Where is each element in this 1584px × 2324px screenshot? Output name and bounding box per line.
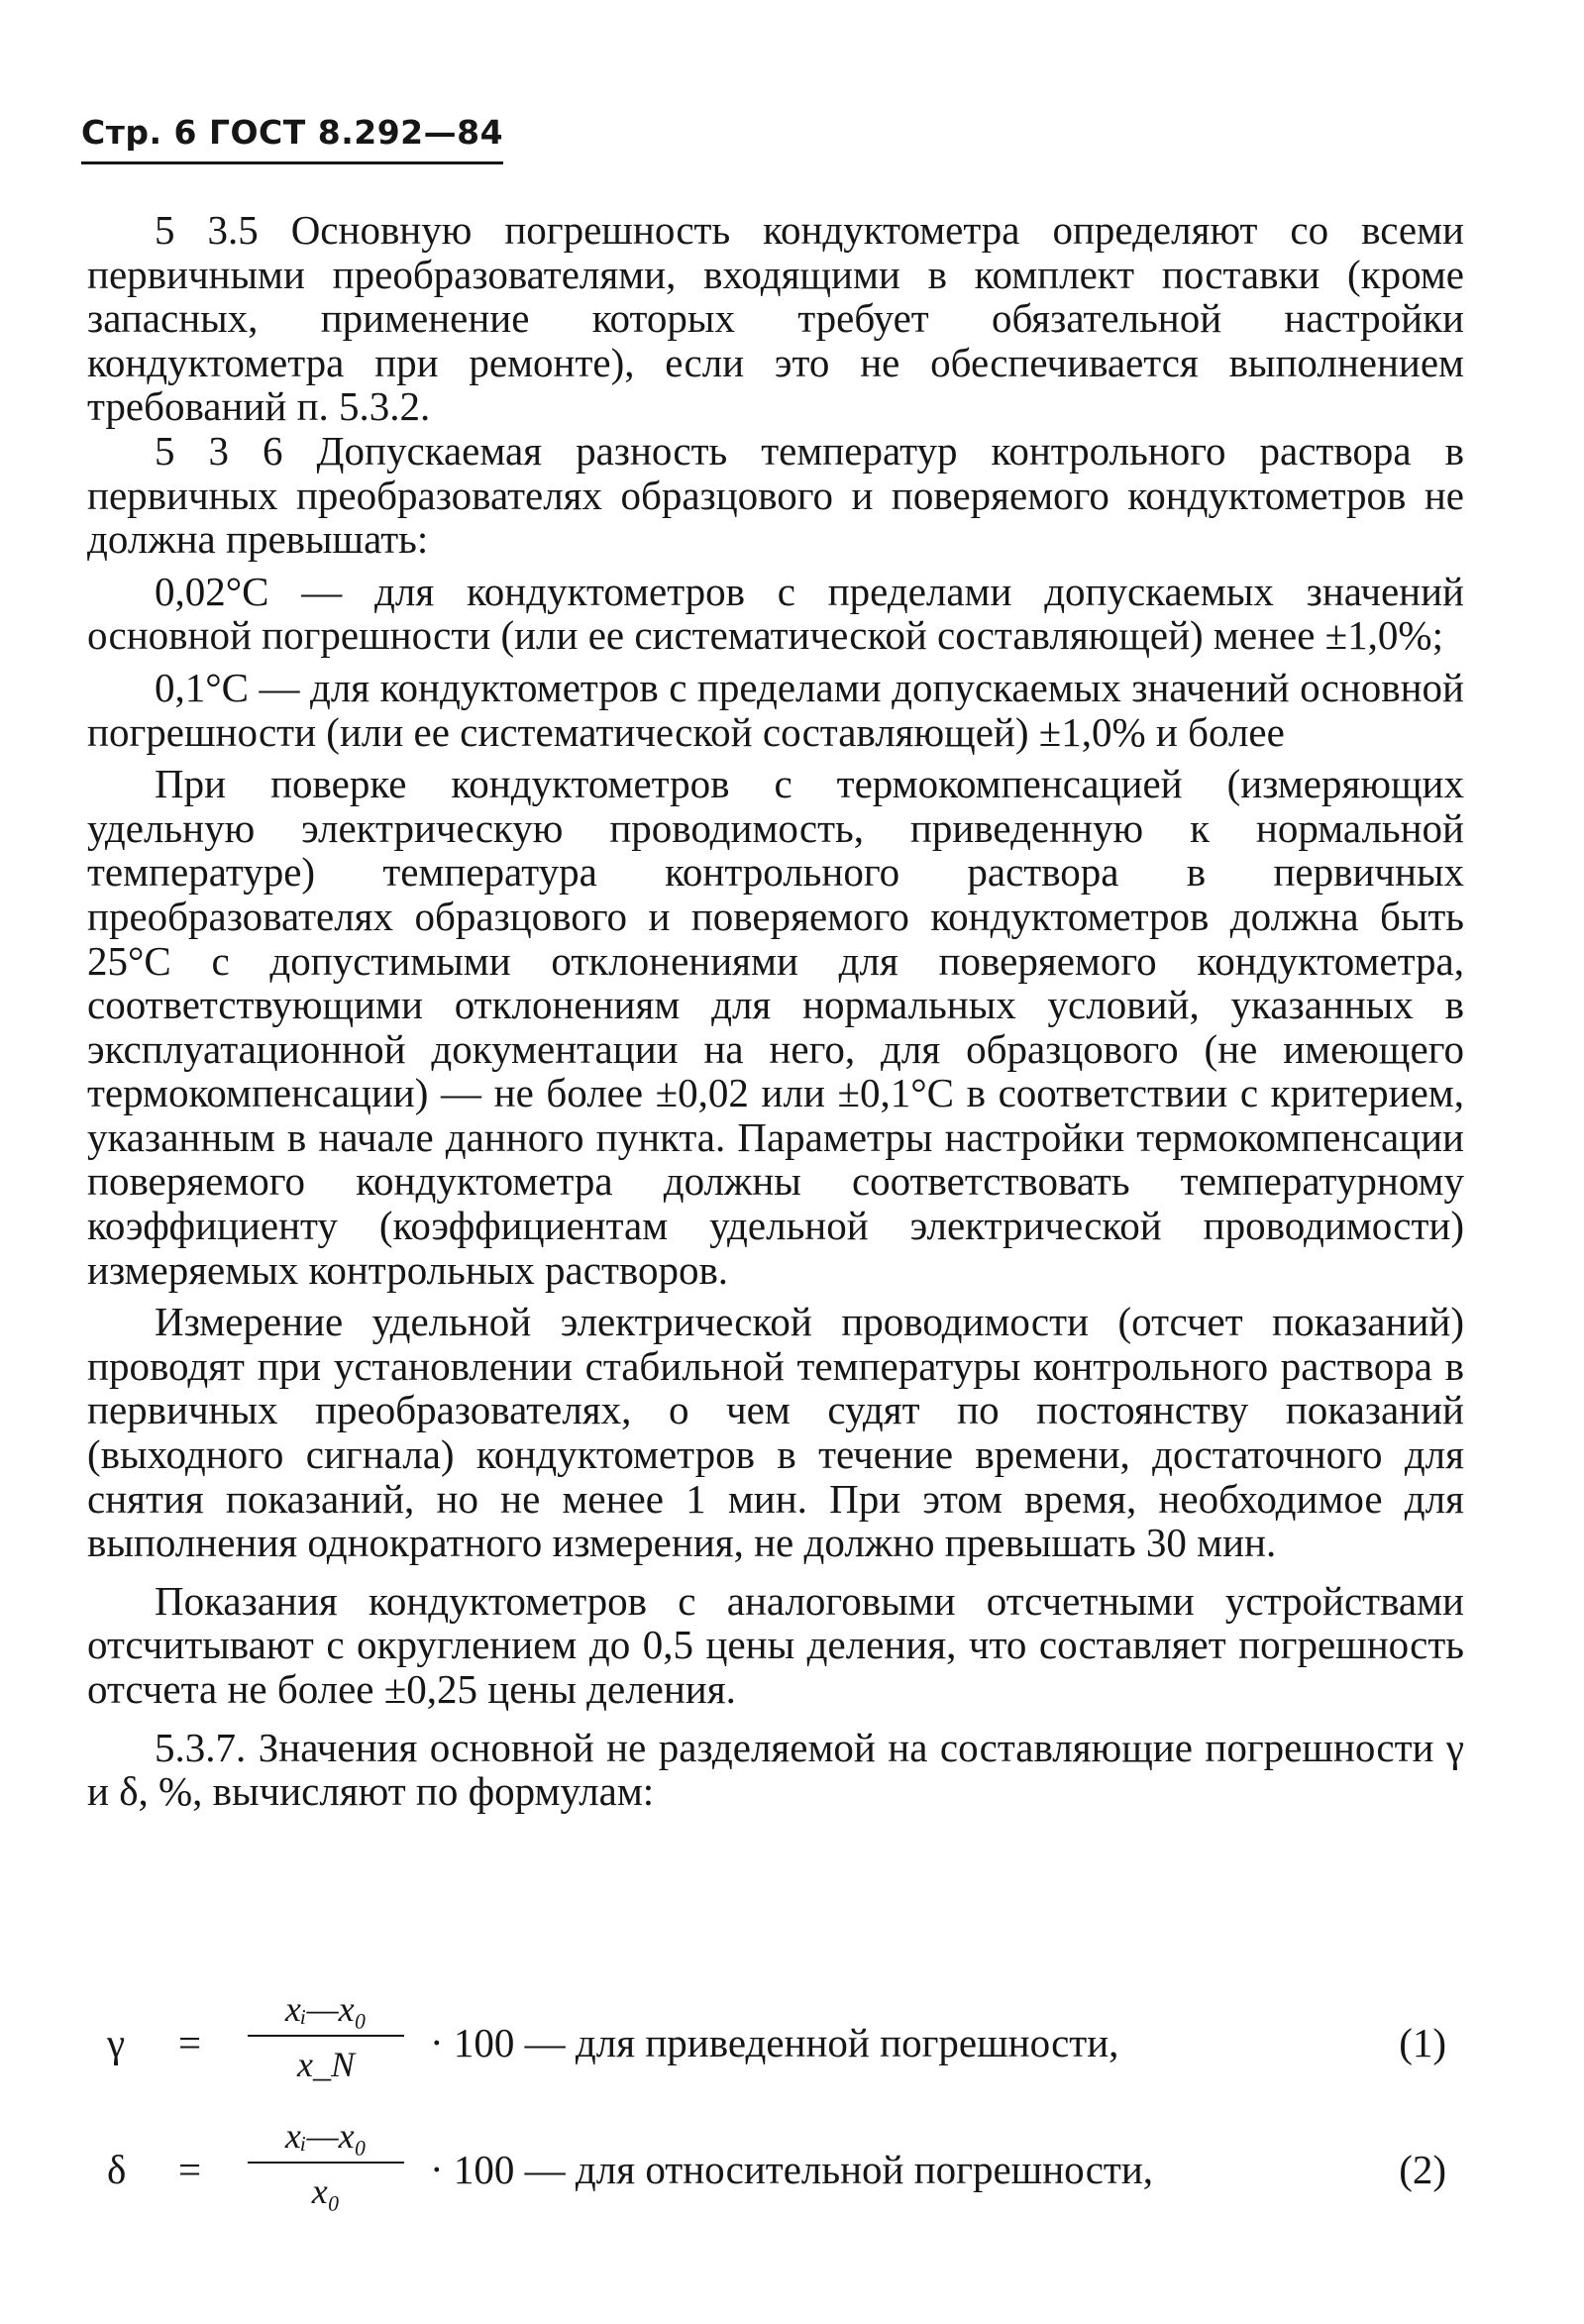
formula-symbol: γ: [107, 2020, 126, 2065]
paragraph-5-3-5: 5 3.5 Основную погрешность кондуктометра определяют со всеми первичными преобразователями, входящими в комплект поставки (кроме запасных, применение которых требует обязательной настройки кондуктометра при ремонте), если это не обеспечивается выполнением требований п. 5.3.2.: [87, 207, 1464, 430]
formula-numerator: xᵢ—x₀: [284, 2116, 368, 2156]
paragraph-thermocompensation: При поверке кондуктометров с термокомпенсацией (измеряющих удельную электрическую проводимость, приведенную к нормальной температуре) температура контрольного раствора в первичных преобразователях образцового и поверяемого кондуктометров должна быть 25°С с допустимыми отклонениями для поверяемого кондуктометра, соответствующими отклонениям для нормальных условий, указанных в эксплуатационной документации на него, для образцового (не имеющего термокомпенсации) — не более ±0,02 или ±0,1°С в соответствии с критерием, указанным в начале данного пункта. Параметры настройки термокомпенсации поверяемого кондуктометра должны соответствовать температурному коэффициенту (коэффициентам удельной электрической проводимости) измеряемых контрольных растворов.: [87, 761, 1464, 1293]
fraction-bar: [248, 2162, 404, 2164]
formula-denominator: x₀: [311, 2171, 341, 2211]
formula-fraction: [238, 1987, 414, 2086]
formula-fraction: [238, 2114, 414, 2213]
page-header: Стр. 6 ГОСТ 8.292—84: [81, 113, 504, 152]
paragraph-limit-002: 0,02°С — для кондуктометров с пределами допускаемых значений основной погрешности (или ее систематической составляющей) менее ±1,0%;: [87, 568, 1464, 659]
paragraph-5-3-7: 5.3.7. Значения основной не разделяемой на составляющие погрешности γ и δ, %, вычисляют по формулам:: [87, 1724, 1464, 1815]
paragraph-5-3-6: 5 3 6 Допускаемая разность температур контрольного раствора в первичных преобразователях образцового и поверяемого кондуктометров не должна превышать:: [87, 427, 1464, 563]
formula-description: · 100 — для приведенной погрешности,: [430, 2020, 1119, 2065]
fraction-bar: [248, 2035, 404, 2037]
formula-number: (1): [1399, 2020, 1446, 2065]
document-body: [87, 208, 1464, 1814]
paragraph-analog-readings: Показания кондуктометров с аналоговыми отсчетными устройствами отсчитывают с округлением до 0,5 цены деления, что составляет погрешность отсчета не более ±0,25 цены деления.: [87, 1577, 1464, 1712]
formula-denominator: x_N: [297, 2045, 355, 2084]
formula-relative-error: [87, 2114, 1464, 2223]
paragraph-measurement: Измерение удельной электрической проводимости (отсчет показаний) проводят при установлении стабильной температуры контрольного раствора в первичных преобразователях, о чем судят по постоянству показаний (выходного сигнала) кондуктометров в течение времени, достаточного для снятия показаний, но не менее 1 мин. При этом время, необходимое для выполнения однократного измерения, не должно превышать 30 мин.: [87, 1299, 1464, 1566]
formula-number: (2): [1399, 2147, 1446, 2192]
formula-equals: =: [178, 2020, 202, 2065]
paragraph-limit-01: 0,1°С — для кондуктометров с пределами допускаемых значений основной погрешности (или ее систематической составляющей) ±1,0% и более: [87, 664, 1464, 755]
formula-description: · 100 — для относительной погрешности,: [430, 2147, 1154, 2192]
formula-symbol: δ: [107, 2147, 127, 2192]
header-rule: [81, 161, 503, 164]
formula-numerator: xᵢ—x₀: [284, 1989, 368, 2029]
formula-equals: =: [178, 2147, 202, 2192]
formula-reduced-error: [87, 1987, 1464, 2096]
